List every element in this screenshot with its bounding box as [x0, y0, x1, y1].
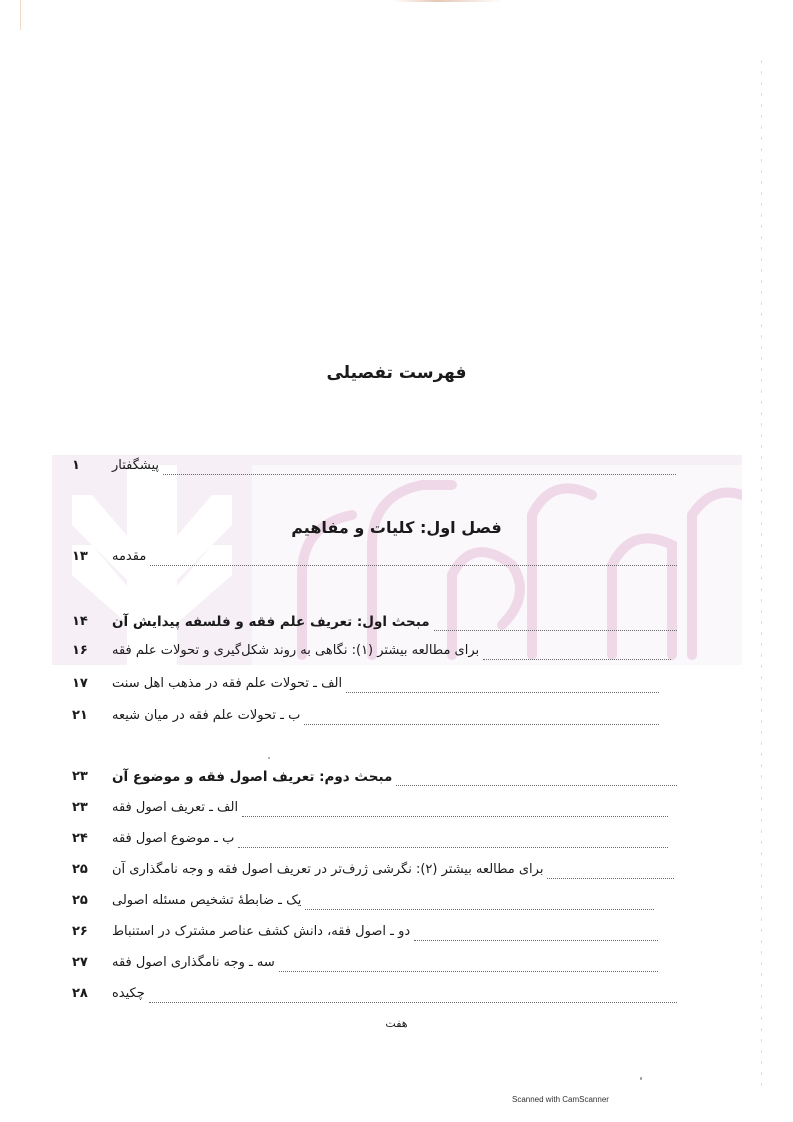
chapter-heading: فصل اول: کلیات و مفاهیم: [291, 518, 502, 537]
scan-speck: [640, 1077, 642, 1080]
dot-leader: [238, 846, 668, 848]
scan-edge-artifact: [393, 0, 503, 2]
toc-entry-text: برای مطالعه بیشتر (۱): نگاهی به روند شکل‌گیری و تحولات علم فقه: [112, 643, 480, 658]
toc-entry[interactable]: [72, 549, 679, 569]
toc-page-number: ۱۳: [72, 549, 88, 564]
toc-page-number: ۱: [72, 458, 80, 473]
dot-leader: [396, 784, 677, 786]
toc-entry-text: الف ـ تعریف اصول فقه: [112, 800, 239, 815]
dot-leader: [150, 564, 677, 566]
toc-page-number: ۱۴: [72, 614, 88, 629]
toc-entry[interactable]: [72, 955, 660, 975]
dot-leader: [346, 691, 659, 693]
toc-entry-text: ب ـ موضوع اصول فقه: [112, 831, 235, 846]
dot-leader: [305, 908, 654, 910]
toc-entry-section[interactable]: [72, 769, 679, 789]
dot-leader: [242, 815, 668, 817]
toc-entry-text: برای مطالعه بیشتر (۲): نگرشی ژرف‌تر در تعریف اصول فقه و وجه نامگذاری آن: [112, 862, 544, 877]
toc-entry[interactable]: [72, 676, 661, 696]
toc-entry-text: مقدمه: [112, 549, 147, 564]
toc-entry-text: یک ـ ضابطهٔ تشخیص مسئله اصولی: [112, 893, 302, 908]
scanner-credit: Scanned with CamScanner: [512, 1095, 609, 1104]
dot-leader: [483, 658, 671, 660]
page-title: فهرست تفصیلی: [326, 363, 467, 383]
toc-entry[interactable]: [72, 643, 673, 663]
toc-page-number: ۲۴: [72, 831, 88, 846]
dot-leader: [163, 473, 676, 475]
toc-page-number: ۲۸: [72, 986, 88, 1001]
toc-page-number: ۲۳: [72, 769, 88, 784]
toc-entry[interactable]: [72, 800, 670, 820]
toc-entry[interactable]: [72, 986, 679, 1006]
dot-leader: [279, 970, 658, 972]
scan-edge-artifact: [761, 60, 762, 1090]
toc-page-number: ۲۱: [72, 708, 88, 723]
toc-page-number: ۲۷: [72, 955, 88, 970]
toc-entry-text: الف ـ تحولات علم فقه در مذهب اهل سنت: [112, 676, 343, 691]
toc-entry-text: دو ـ اصول فقه، دانش کشف عناصر مشترک در استنباط: [112, 924, 411, 939]
toc-page-number: ۱۷: [72, 676, 88, 691]
toc-entry-text: پیشگفتار: [112, 458, 160, 473]
toc-page-number: ۲۳: [72, 800, 88, 815]
toc-entry-text: ب ـ تحولات علم فقه در میان شیعه: [112, 708, 301, 723]
toc-entry[interactable]: [72, 893, 656, 913]
scan-edge-artifact: [20, 0, 21, 30]
dot-leader: [547, 877, 674, 879]
toc-entry-text: مبحث دوم: تعریف اصول فقه و موضوع آن: [112, 769, 393, 785]
toc-page-number: ۲۵: [72, 862, 88, 877]
toc-entry[interactable]: [72, 924, 660, 944]
toc-page-number: ۱۶: [72, 643, 88, 658]
toc-entry-section[interactable]: [72, 614, 679, 634]
toc-entry-text: سه ـ وجه نامگذاری اصول فقه: [112, 955, 275, 970]
toc-page-number: ۲۶: [72, 924, 88, 939]
dot-leader: [149, 1001, 677, 1003]
dot-leader: [414, 939, 658, 941]
dot-leader: [434, 629, 677, 631]
toc-entry-text: مبحث اول: تعریف علم فقه و فلسفه پیدایش آن: [112, 614, 430, 630]
toc-entry[interactable]: [72, 862, 676, 882]
scan-speck: [268, 757, 270, 759]
toc-entry-preface[interactable]: [72, 458, 678, 478]
dot-leader: [304, 723, 659, 725]
toc-entry-text: چکیده: [112, 986, 145, 1001]
toc-page-number: ۲۵: [72, 893, 88, 908]
toc-entry[interactable]: [72, 708, 661, 728]
toc-entry[interactable]: [72, 831, 670, 851]
page-number-footer: هفت: [385, 1017, 408, 1030]
